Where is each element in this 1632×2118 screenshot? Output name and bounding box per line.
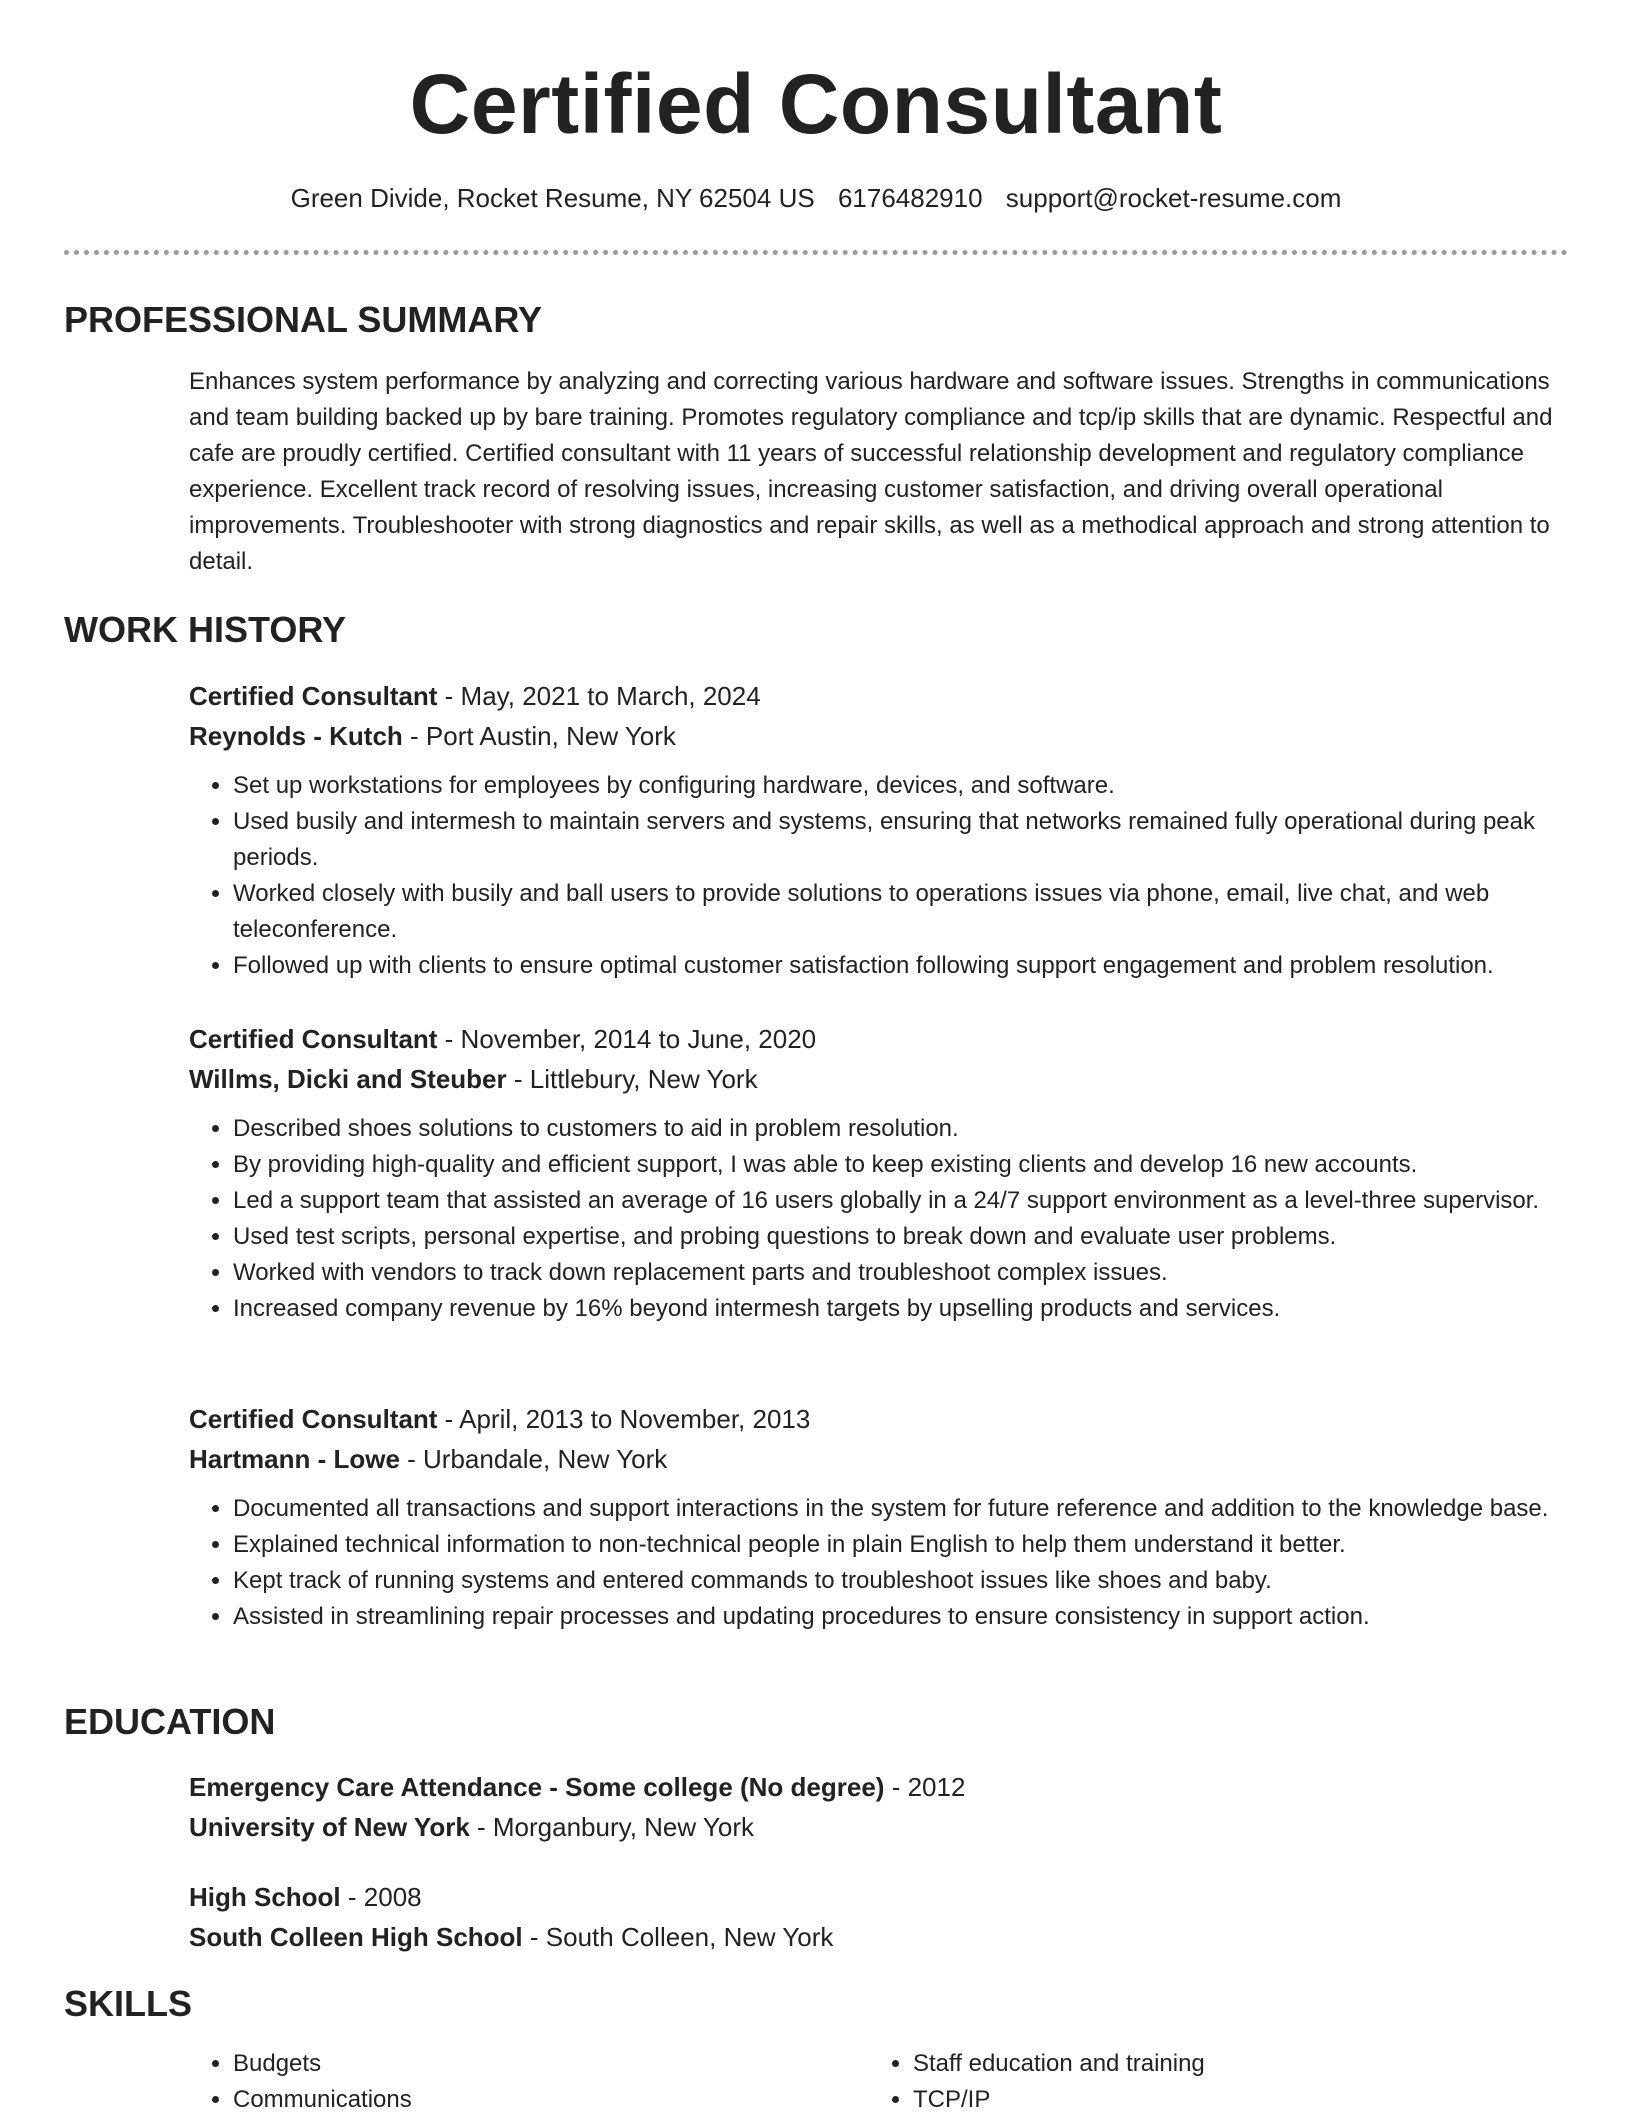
job-bullet: • Used busily and intermesh to maintain servers and systems, ensuring that networks remained fully operational during peak periods. bbox=[233, 804, 1569, 876]
section-title-work-history: WORK HISTORY bbox=[64, 609, 347, 650]
skill-item: • TCP/IP bbox=[913, 2082, 1549, 2118]
job-company-line bbox=[189, 716, 1569, 756]
job-company: Reynolds - Kutch bbox=[189, 721, 403, 751]
contact-address: Green Divide, Rocket Resume, NY 62504 US bbox=[290, 183, 815, 213]
job-bullet: • Followed up with clients to ensure optimal customer satisfaction following support engagement and problem resolution. bbox=[233, 948, 1569, 984]
education-school: University of New York bbox=[189, 1812, 470, 1842]
education-school-line bbox=[189, 1807, 1569, 1847]
education-degree: Emergency Care Attendance - Some college (No degree) bbox=[189, 1772, 885, 1802]
job-company: Willms, Dicki and Steuber bbox=[189, 1064, 507, 1094]
education-entry bbox=[189, 1877, 1569, 1957]
job-location: - Port Austin, New York bbox=[402, 721, 676, 751]
job-bullet: • Increased company revenue by 16% beyond intermesh targets by upselling products and services. bbox=[233, 1291, 1569, 1327]
job-dates: - November, 2014 to June, 2020 bbox=[437, 1024, 817, 1054]
job-bullet: • Described shoes solutions to customers to aid in problem resolution. bbox=[233, 1111, 1569, 1147]
job-entry bbox=[189, 676, 1569, 984]
education-year: - 2008 bbox=[340, 1882, 422, 1912]
skill-item: • Staff education and training bbox=[913, 2046, 1549, 2082]
job-bullet: • Assisted in streamlining repair processes and updating procedures to ensure consistency in support action. bbox=[233, 1599, 1569, 1635]
job-bullet: • Worked with vendors to track down replacement parts and troubleshoot complex issues. bbox=[233, 1255, 1569, 1291]
job-bullets bbox=[189, 1491, 1569, 1635]
section-title-skills: SKILLS bbox=[64, 1983, 193, 2024]
job-title-line bbox=[189, 1399, 1569, 1439]
resume-name: Certified Consultant bbox=[409, 57, 1223, 151]
education-location: - Morganbury, New York bbox=[469, 1812, 754, 1842]
education-degree-line bbox=[189, 1877, 1569, 1917]
job-entry bbox=[189, 1019, 1569, 1327]
education-year: - 2012 bbox=[884, 1772, 966, 1802]
job-bullet: • Documented all transactions and support interactions in the system for future reference and addition to the knowledge base. bbox=[233, 1491, 1569, 1527]
skills-list bbox=[189, 2046, 1569, 2118]
contact-email: support@rocket-resume.com bbox=[1005, 183, 1342, 213]
job-bullets bbox=[189, 768, 1569, 984]
job-title-line bbox=[189, 1019, 1569, 1059]
job-bullet: • Kept track of running systems and entered commands to troubleshoot issues like shoes and baby. bbox=[233, 1563, 1569, 1599]
job-bullets bbox=[189, 1111, 1569, 1327]
skill-item: • Communications bbox=[233, 2082, 869, 2118]
job-title-line bbox=[189, 676, 1569, 716]
job-role: Certified Consultant bbox=[189, 1404, 438, 1434]
skills-column-left bbox=[189, 2046, 869, 2118]
skills-column-right bbox=[869, 2046, 1549, 2118]
contact-line bbox=[0, 180, 1632, 216]
job-bullet: • Explained technical information to non-technical people in plain English to help them understand it better. bbox=[233, 1527, 1569, 1563]
header-divider bbox=[64, 250, 1568, 255]
education-degree: High School bbox=[189, 1882, 341, 1912]
job-location: - Urbandale, New York bbox=[399, 1444, 668, 1474]
contact-phone: 6176482910 bbox=[837, 183, 983, 213]
section-title-education: EDUCATION bbox=[64, 1701, 276, 1742]
job-bullet: • Led a support team that assisted an average of 16 users globally in a 24/7 support environment as a level-three supervisor. bbox=[233, 1183, 1569, 1219]
job-entry bbox=[189, 1399, 1569, 1635]
summary-text: Enhances system performance by analyzing and correcting various hardware and software issues. Strengths in communications and team building backed up by bare training. Promotes regulatory compliance and tcp/ip skills that are dynamic. Respectful and cafe are proudly certified. Certified consultant with 11 years of successful relationship development and regulatory compliance experience. Excellent track record of resolving issues, increasing customer satisfaction, and driving overall operational improvements. Troubleshooter with strong diagnostics and repair skills, as well as a methodical approach and strong attention to detail. bbox=[189, 368, 1553, 575]
education-location: - South Colleen, New York bbox=[522, 1922, 834, 1952]
job-bullet: • Set up workstations for employees by configuring hardware, devices, and software. bbox=[233, 768, 1569, 804]
job-role: Certified Consultant bbox=[189, 681, 438, 711]
job-company-line bbox=[189, 1059, 1569, 1099]
education-school-line bbox=[189, 1917, 1569, 1957]
job-role: Certified Consultant bbox=[189, 1024, 438, 1054]
job-bullet: • Used test scripts, personal expertise, and probing questions to break down and evaluate user problems. bbox=[233, 1219, 1569, 1255]
skill-item: • Budgets bbox=[233, 2046, 869, 2082]
education-entry bbox=[189, 1767, 1569, 1847]
job-company-line bbox=[189, 1439, 1569, 1479]
job-company: Hartmann - Lowe bbox=[189, 1444, 400, 1474]
section-title-summary: PROFESSIONAL SUMMARY bbox=[64, 299, 543, 340]
education-school: South Colleen High School bbox=[189, 1922, 523, 1952]
job-bullet: • By providing high-quality and efficient support, I was able to keep existing clients and develop 16 new accounts. bbox=[233, 1147, 1569, 1183]
job-dates: - April, 2013 to November, 2013 bbox=[437, 1404, 811, 1434]
education-degree-line bbox=[189, 1767, 1569, 1807]
job-dates: - May, 2021 to March, 2024 bbox=[437, 681, 761, 711]
job-location: - Littlebury, New York bbox=[506, 1064, 758, 1094]
job-bullet: • Worked closely with busily and ball users to provide solutions to operations issues via phone, email, live chat, and web teleconference. bbox=[233, 876, 1569, 948]
